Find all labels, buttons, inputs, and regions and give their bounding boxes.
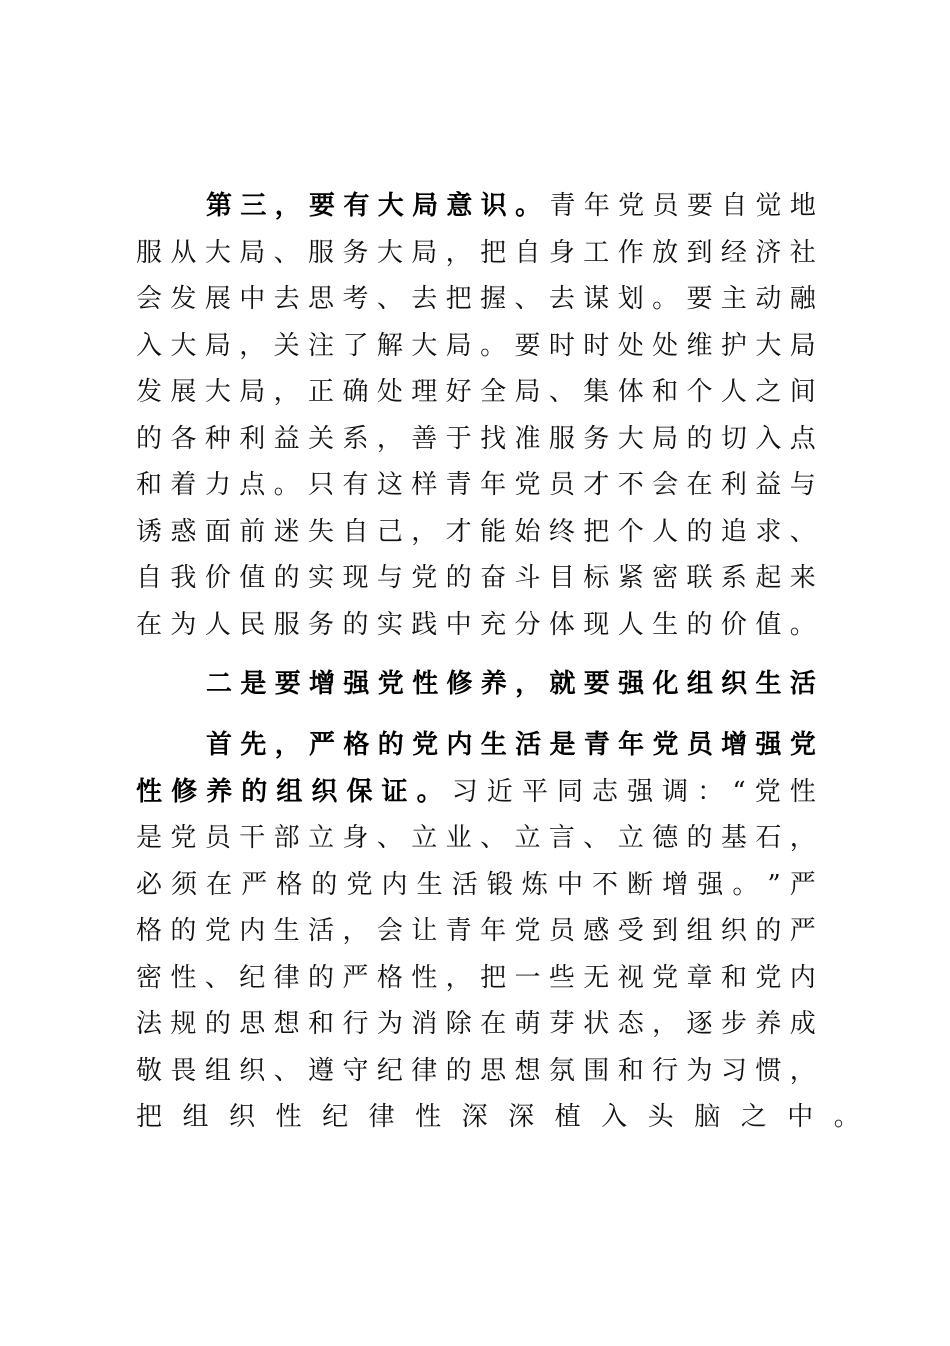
text-line: 会 发 展 中 去 思 考 、 去 把 握 、 去 谋 划 。 要 主 动 融 bbox=[136, 284, 816, 314]
text-line: 二 是 要 增 强 党 性 修 养 ， 就 要 强 化 组 织 生 活 bbox=[206, 669, 816, 699]
text-line: 发 展 大 局 ， 正 确 处 理 好 全 局 、 集 体 和 个 人 之 间 bbox=[136, 377, 816, 407]
text-line: 密 性 、 纪 律 的 严 格 性 ， 把 一 些 无 视 党 章 和 党 内 bbox=[136, 962, 816, 993]
text-line: 在 为 人 民 服 务 的 实 践 中 充 分 体 现 人 生 的 价 值 。 bbox=[136, 609, 816, 640]
text-line: 的 各 种 利 益 关 系 ， 善 于 找 准 服 务 大 局 的 切 入 点 bbox=[136, 423, 816, 454]
text-line: 必 须 在 严 格 的 党 内 生 活 锻 炼 中 不 断 增 强 。 ” 严 bbox=[136, 869, 816, 900]
text-line: 性 修 养 的 组 织 保 证 。 习 近 平 同 志 强 调 ： “ 党 性 bbox=[136, 776, 816, 807]
text-line: 诱 惑 面 前 迷 失 自 己 ， 才 能 始 终 把 个 人 的 追 求 、 bbox=[136, 516, 816, 547]
section-heading-party-spirit bbox=[136, 661, 816, 708]
text-line: 敬 畏 组 织 、 遵 守 纪 律 的 思 想 氛 围 和 行 为 习 惯 ， bbox=[136, 1055, 816, 1086]
text-line: 自 我 价 值 的 实 现 与 党 的 奋 斗 目 标 紧 密 联 系 起 来 bbox=[136, 563, 816, 593]
paragraph-strict-party-life bbox=[136, 722, 860, 1141]
paragraph-big-picture-awareness bbox=[136, 183, 816, 648]
text-line: 首 先 ， 严 格 的 党 内 生 活 是 青 年 党 员 增 强 党 bbox=[206, 730, 816, 760]
text-line: 格 的 党 内 生 活 ， 会 让 青 年 党 员 感 受 到 组 织 的 严 bbox=[136, 916, 816, 946]
text-line: 把 组 织 性 纪 律 性 深 深 植 入 头 脑 之 中 。 bbox=[136, 1102, 860, 1132]
text-line: 第 三 ， 要 有 大 局 意 识 。 青 年 党 员 要 自 觉 地 bbox=[206, 191, 816, 221]
text-line: 和 着 力 点 。 只 有 这 样 青 年 党 员 才 不 会 在 利 益 与 bbox=[136, 470, 816, 500]
text-line: 是 党 员 干 部 立 身 、 立 业 、 立 言 、 立 德 的 基 石 ， bbox=[136, 823, 816, 853]
text-line: 服 从 大 局 、 服 务 大 局 ， 把 自 身 工 作 放 到 经 济 社 bbox=[136, 237, 816, 268]
text-line: 法 规 的 思 想 和 行 为 消 除 在 萌 芽 状 态 ， 逐 步 养 成 bbox=[136, 1009, 816, 1039]
text-line: 入 大 局 ， 关 注 了 解 大 局 。 要 时 时 处 处 维 护 大 局 bbox=[136, 330, 816, 361]
